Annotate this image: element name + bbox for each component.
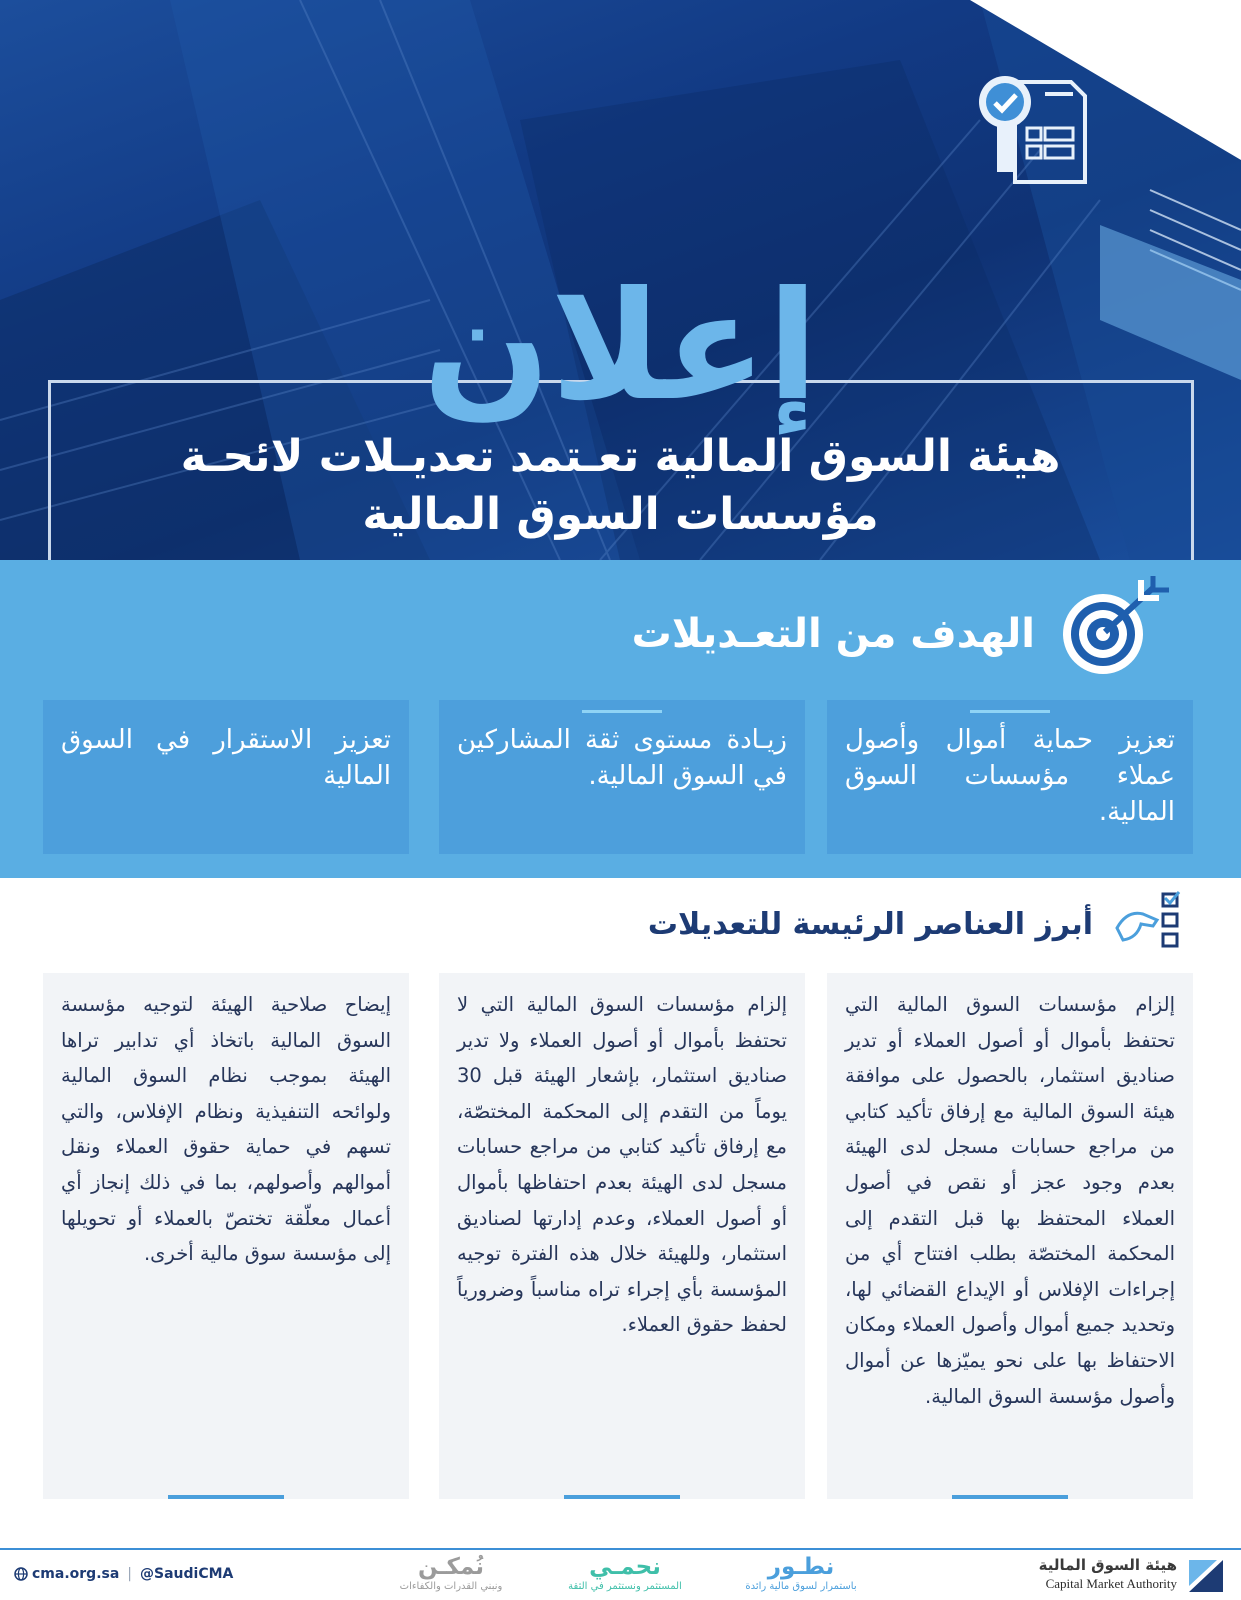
target-arrow-icon	[1055, 576, 1175, 680]
key-element-text: إلزام مؤسسات السوق المالية التي تحتفظ بأموال أو أصول العملاء أو تدير صناديق استثمار، بالحصول على موافقة هيئة السوق المالية مع إرفاق تأكيد كتابي من مراجع حسابات مسجل لدى الهيئة بعدم وجود عجز أو نقص في أصول العملاء المحتفظ بها قبل التقدم إلى المحكمة المختصّة بطلب افتتاح أي من إجراءات الإفلاس أو الإيداع القضائي لها، وتحديد جميع أموال وأصول العملاء ومكان الاحتفاظ بها على نحو يميّزها عن أموال وأصول مؤسسة السوق المالية.	[845, 993, 1175, 1408]
hero-title-line-2: مؤسسات السوق المالية	[362, 489, 879, 540]
globe-icon	[14, 1567, 28, 1581]
hero-banner	[0, 0, 1241, 560]
slogan-word: نُمكـن	[418, 1554, 484, 1580]
card-bottom-bar	[564, 1495, 680, 1499]
social-links	[14, 1566, 233, 1582]
checklist-hand-icon	[1113, 888, 1193, 958]
key-element-text: إيضاح صلاحية الهيئة لتوجيه مؤسسة السوق المالية باتخاذ أي تدابير تراها الهيئة بموجب نظام السوق المالية ولوائحه التنفيذية ونظام الإفلاس، والتي تسهم في حماية حقوق العملاء ونقل أموالهم وأصولهم، بما في ذلك إنجاز أي أعمال معلّقة تختصّ بالعملاء أو تحويلها إلى مؤسسة سوق مالية أخرى.	[61, 993, 391, 1266]
org-name-arabic: هيئة السوق المالية	[1038, 1556, 1177, 1574]
footer	[0, 1550, 1241, 1600]
key-element-text: إلزام مؤسسات السوق المالية التي لا تحتفظ بأموال أو أصول العملاء ولا تدير صناديق استثمار، بإشعار الهيئة قبل 30 يوماً من التقدم إلى المحكمة المختصّة، مع إرفاق تأكيد كتابي من مراجع حسابات مسجل لدى الهيئة بعدم احتفاظها بأموال أو أصول العملاء، وعدم إدارتها لصناديق استثمار، وللهيئة خلال هذه الفترة توجيه المؤسسة بأي إجراء تراه مناسباً وضرورياً لحفظ حقوق العملاء.	[457, 993, 787, 1337]
slogan-word: نطـور	[767, 1554, 835, 1580]
social-handle[interactable]: @SaudiCMA	[140, 1566, 234, 1582]
slogan-enable	[371, 1554, 531, 1594]
cma-logo-icon	[1187, 1558, 1225, 1594]
slogan-develop	[721, 1554, 881, 1594]
key-element-card	[43, 973, 409, 1499]
slogan-protect	[545, 1554, 705, 1594]
goal-text: زيـادة مستوى ثقة المشاركين في السوق المالية.	[457, 725, 787, 791]
slogan-caption: باستمرار لسوق مالية رائدة	[745, 1581, 857, 1592]
goal-card	[43, 700, 409, 854]
key-element-card	[439, 973, 805, 1499]
website-link[interactable]: cma.org.sa	[32, 1566, 120, 1582]
card-accent-line	[582, 710, 662, 713]
goals-section	[0, 560, 1241, 878]
goals-title: الهدف من التعـديلات	[631, 611, 1035, 657]
slogan-caption: المستثمر ونستثمر في الثقة	[568, 1581, 682, 1592]
card-bottom-bar	[168, 1495, 284, 1499]
slogan-word: نحمـي	[589, 1554, 661, 1580]
goal-card	[827, 700, 1193, 854]
key-element-card	[827, 973, 1193, 1499]
key-elements-title: أبرز العناصر الرئيسة للتعديلات	[647, 907, 1093, 942]
goal-text: تعزيز الاستقرار في السوق المالية	[61, 725, 391, 791]
card-accent-line	[970, 710, 1050, 713]
goal-card	[439, 700, 805, 854]
slogan-caption: ونبني القدرات والكفاءات	[399, 1581, 503, 1592]
announcement-heading: إعلان	[422, 260, 819, 434]
card-bottom-bar	[952, 1495, 1068, 1499]
separator: |	[127, 1566, 133, 1582]
hero-title-line-1: هيئة السوق المالية تعـتمد تعديـلات لائحـة	[180, 431, 1061, 482]
org-name-english: Capital Market Authority	[1045, 1576, 1177, 1591]
checklist-document-icon	[975, 72, 1095, 192]
goal-text: تعزيز حماية أموال وأصول عملاء مؤسسات السوق المالية.	[845, 725, 1175, 827]
hero-title	[60, 428, 1181, 544]
